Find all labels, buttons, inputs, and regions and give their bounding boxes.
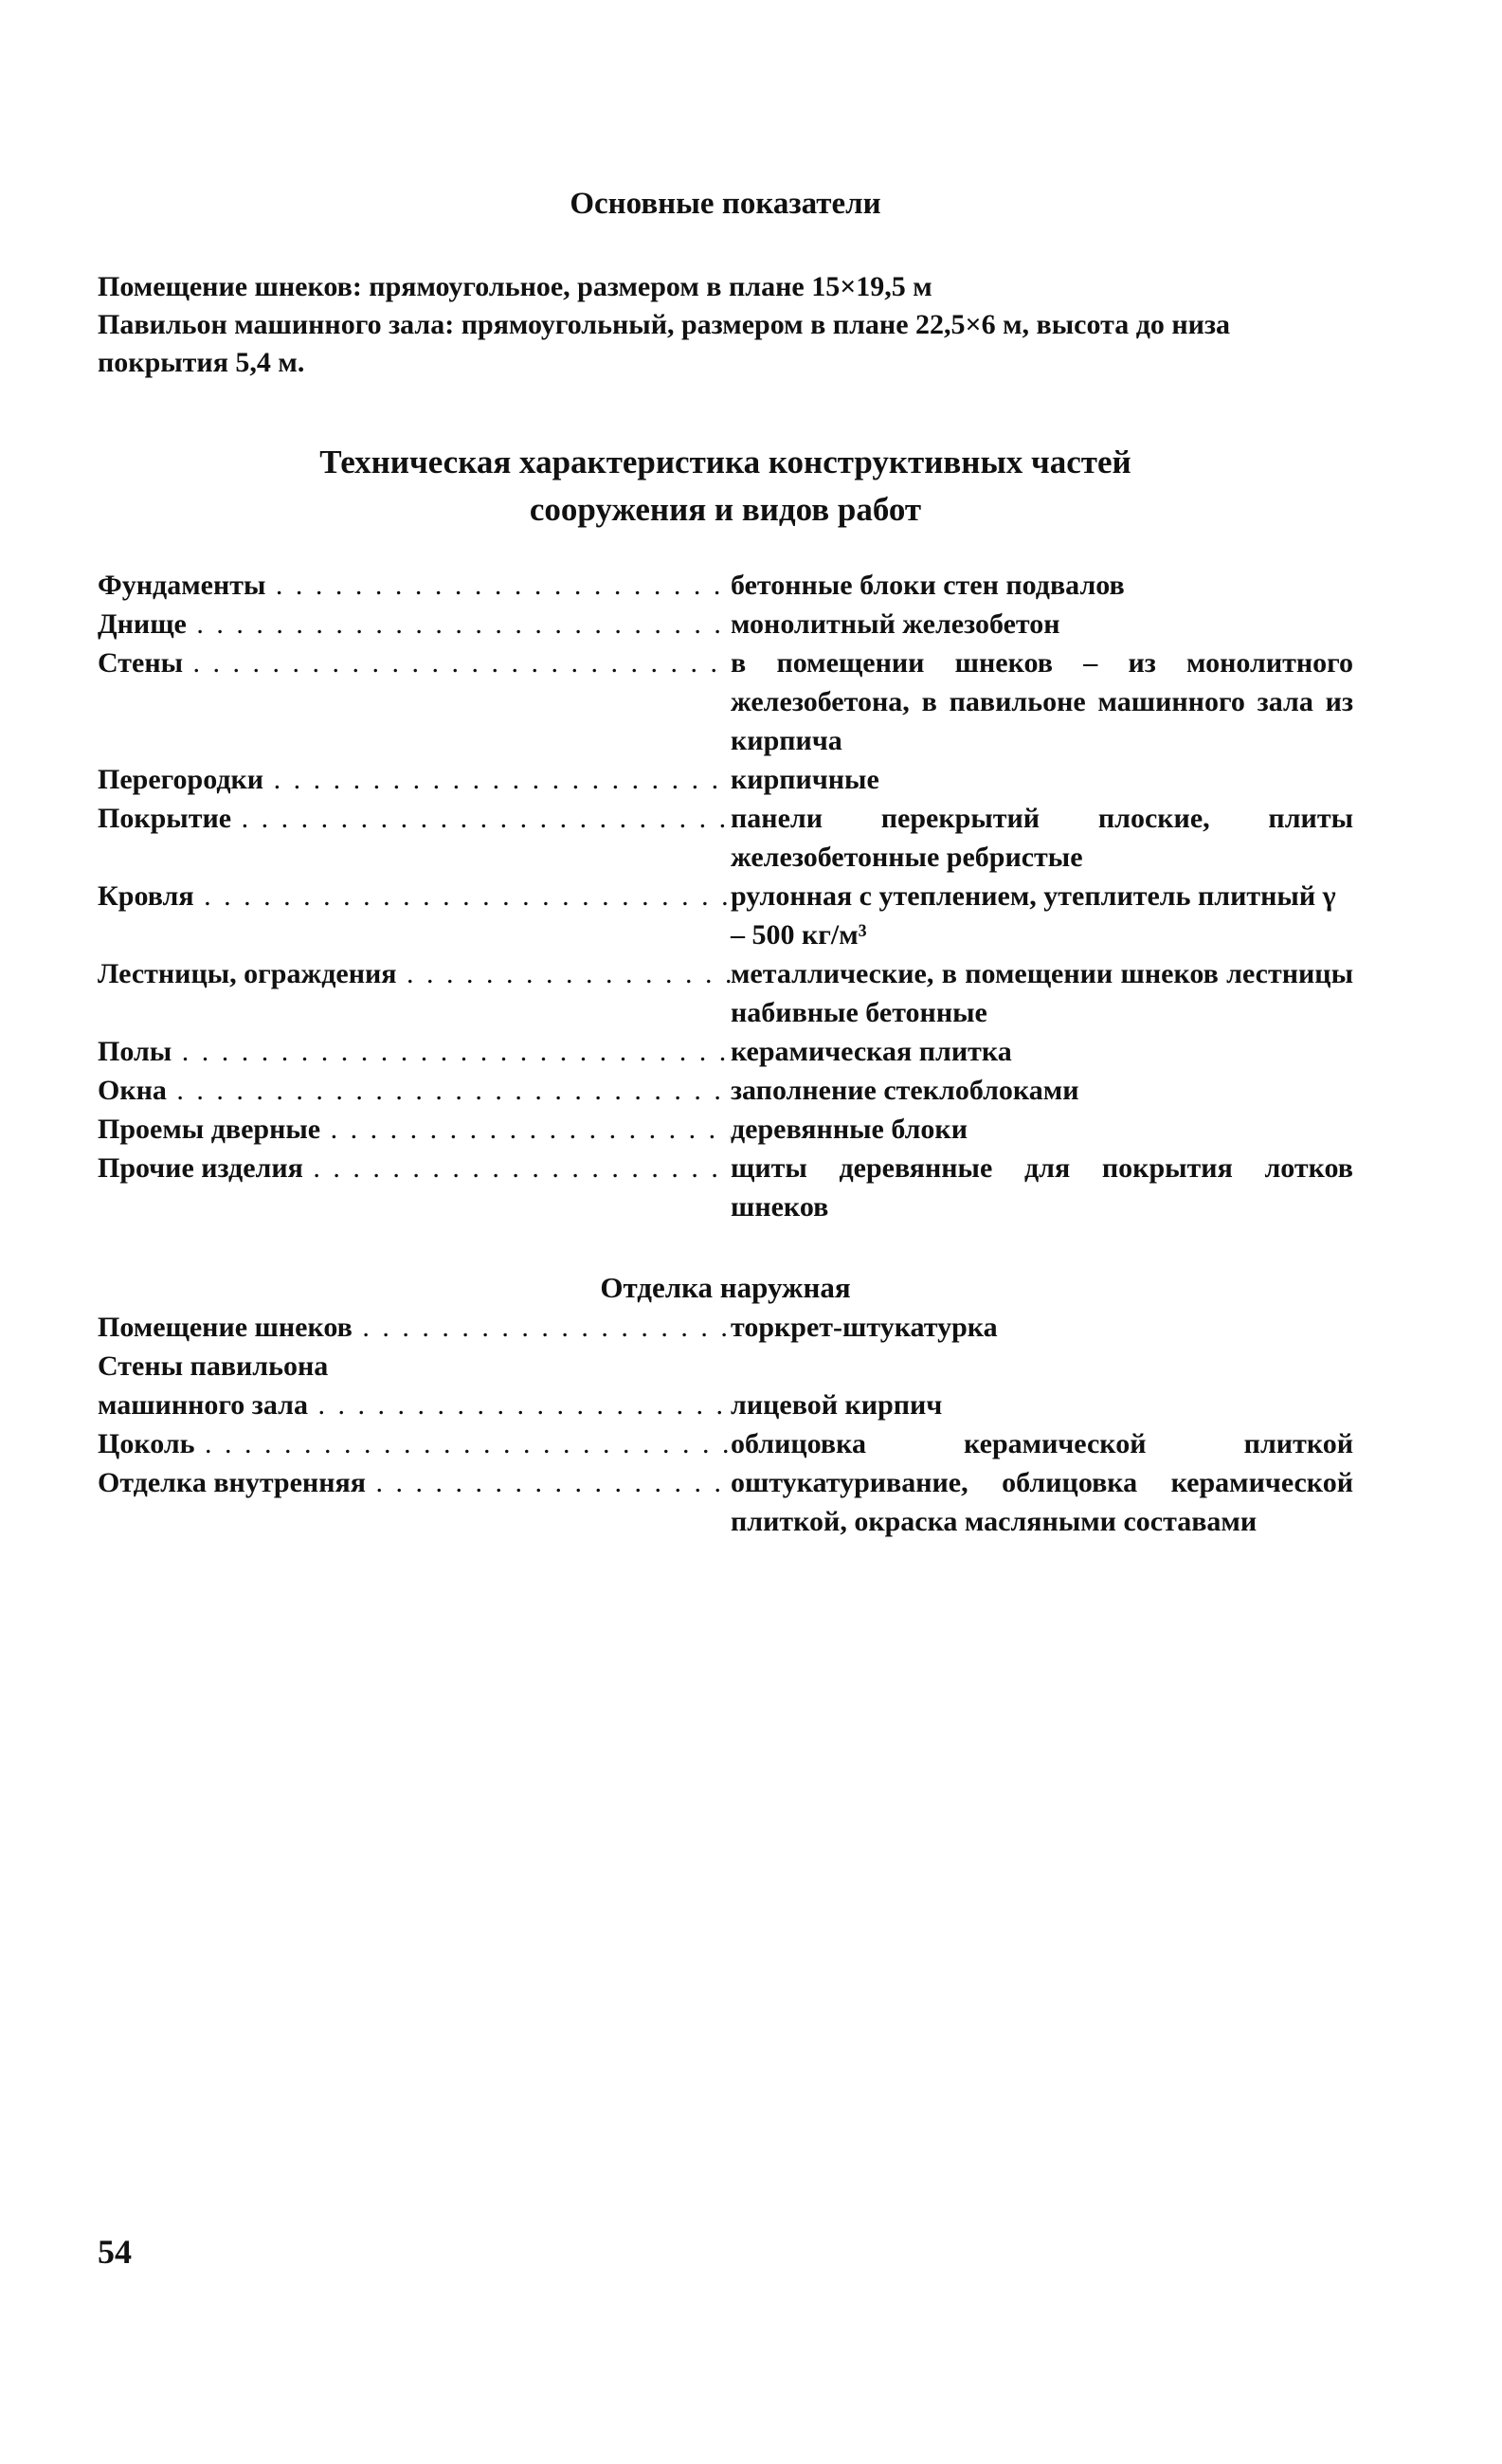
heading-technical-line-1: Техническая характеристика конструктивных частей — [319, 444, 1131, 480]
page-number: 54 — [98, 2233, 132, 2271]
spec-row — [98, 1032, 1353, 1071]
spec-value: монолитный железобетон — [731, 608, 1060, 640]
spec-row — [98, 1071, 1353, 1110]
finish-row — [98, 1463, 1353, 1541]
spec-value: деревянные блоки — [731, 1114, 968, 1145]
spec-term: Стены . . . — [98, 643, 731, 682]
intro-block — [98, 268, 1353, 382]
finish-list — [98, 1308, 1353, 1541]
heading-technical — [98, 439, 1353, 534]
spec-list — [98, 566, 1353, 1226]
spec-row — [98, 566, 1353, 605]
spec-term: Полы . . . — [98, 1032, 731, 1071]
spec-value: металлические, в помещении шнеков лестницы набивные бетонные — [731, 958, 1353, 1028]
spec-row — [98, 877, 1353, 954]
heading-finish: Отделка наружная — [600, 1271, 851, 1304]
finish-value: торкрет-штукатурка — [731, 1312, 998, 1343]
finish-row — [98, 1308, 1353, 1347]
intro-line-2: Павильон машинного зала: прямоугольный, размером в плане 22,5×6 м, высота до низа покрытия 5,4 м. — [98, 309, 1231, 378]
spec-row — [98, 643, 1353, 760]
spec-term: Фундаменты . . . — [98, 566, 731, 605]
spec-row — [98, 1110, 1353, 1149]
finish-term: Помещение шнеков . . . — [98, 1308, 731, 1347]
heading-technical-line-2: сооружения и видов работ — [529, 491, 922, 528]
spec-row — [98, 605, 1353, 643]
spec-row — [98, 1149, 1353, 1226]
intro-line-1: Помещение шнеков: прямоугольное, размером в плане 15×19,5 м — [98, 271, 932, 302]
finish-value: лицевой кирпич — [731, 1389, 943, 1421]
spec-row — [98, 954, 1353, 1032]
spec-term: Перегородки . . . — [98, 760, 731, 799]
spec-term: Кровля . . . — [98, 877, 731, 915]
spec-term: Окна . . . — [98, 1071, 731, 1110]
spec-value: щиты деревянные для покрытия лотков шнеков — [731, 1152, 1353, 1223]
spec-term: Покрытие . . . — [98, 799, 731, 838]
spec-row — [98, 760, 1353, 799]
spec-term: Лестницы, ограждения . . . — [98, 954, 731, 993]
spec-value: панели перекрытий плоские, плиты железобетонные ребристые — [731, 803, 1353, 873]
spec-term: Днище . . . — [98, 605, 731, 643]
finish-term: машинного зала . . . — [98, 1386, 731, 1424]
spec-value: керамическая плитка — [731, 1036, 1012, 1067]
finish-row — [98, 1347, 1353, 1386]
finish-term: Стены павильона — [98, 1350, 329, 1382]
finish-row — [98, 1424, 1353, 1463]
spec-term: Прочие изделия . . . — [98, 1149, 731, 1187]
spec-value: заполнение стеклоблоками — [731, 1075, 1079, 1106]
finish-term: Отделка внутренняя . . . — [98, 1463, 731, 1502]
finish-value: оштукатуривание, облицовка керамической плиткой, окраска масляными составами — [731, 1467, 1353, 1537]
spec-value: в помещении шнеков – из монолитного железобетона, в павильоне машинного зала из кирпича — [731, 647, 1353, 756]
spec-value: кирпичные — [731, 764, 879, 795]
finish-row — [98, 1386, 1353, 1424]
page-content — [98, 185, 1353, 1541]
spec-value: рулонная с утеплением, утеплитель плитный γ – 500 кг/м³ — [731, 880, 1336, 951]
finish-value: облицовка керамической плиткой — [731, 1428, 1353, 1459]
finish-term: Цоколь . . . — [98, 1424, 731, 1463]
spec-row — [98, 799, 1353, 877]
spec-term: Проемы дверные . . . — [98, 1110, 731, 1149]
heading-main: Основные показатели — [570, 187, 881, 221]
spec-value: бетонные блоки стен подвалов — [731, 570, 1125, 601]
